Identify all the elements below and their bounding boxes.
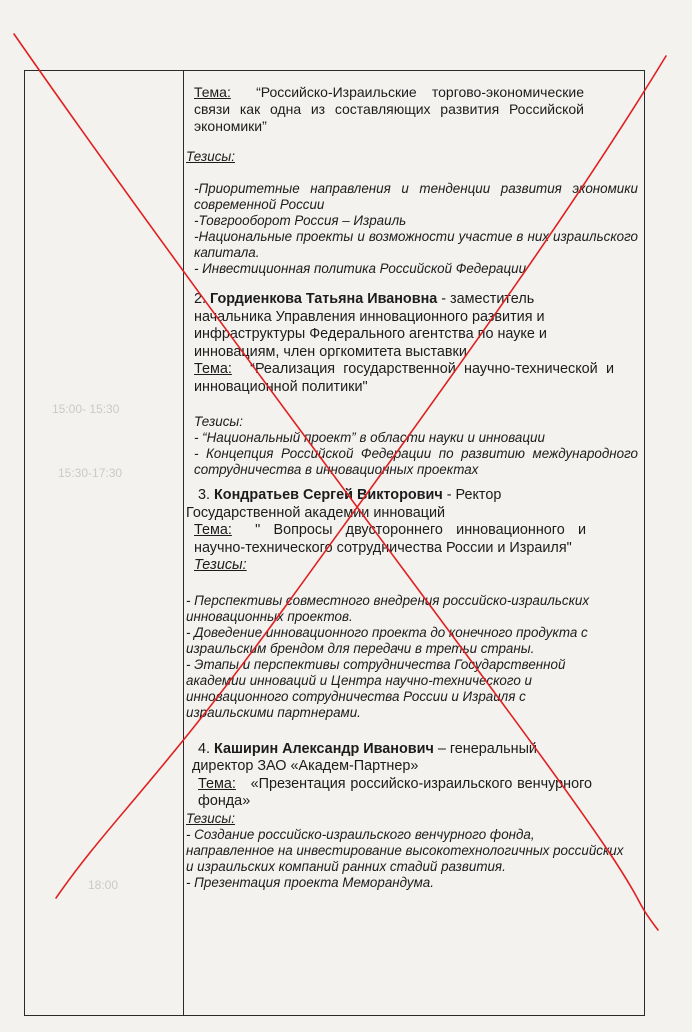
item-number: 4. xyxy=(198,740,211,757)
topic-text: “Российско-Израильские торгово-экономические связи как одна из составляющих развития Российской экономики” xyxy=(194,84,584,134)
cross-stroke-2 xyxy=(56,56,666,898)
speaker-role: - Ректор Государственной академии инноваций xyxy=(186,487,502,521)
theses-label: Тезисы: xyxy=(194,414,243,429)
topic-text: " Вопросы двустороннего инновационного и научно-технического сотрудничества России и Израиля" xyxy=(194,522,586,556)
thesis: - “Национальный проект” в области науки и инновации xyxy=(194,430,545,445)
show-through-time-1: 15:00- 15:30 xyxy=(52,402,120,416)
theses-label: Тезисы: xyxy=(186,810,235,826)
speaker-role: - заместитель начальника Управления инновационного развития и инфраструктуры Федерального агентства по науке и инновациям, член оргкомитета выставки xyxy=(194,291,547,360)
show-through-time-2: 15:30-17:30 xyxy=(58,466,123,480)
topic-label: Тема: xyxy=(194,361,232,377)
speaker-name: Кондратьев Сергей Викторович xyxy=(214,487,443,503)
topic-label: Тема: xyxy=(194,522,232,538)
thesis: - Инвестиционная политика Российской Федерации xyxy=(194,261,527,276)
speaker-role: – генеральный директор ЗАО «Академ-Партнер» xyxy=(192,740,537,774)
thesis: -Приоритетные направления и тенденции развития экономики современной России xyxy=(194,181,638,212)
topic-label: Тема: xyxy=(194,84,231,100)
thesis: - Презентация проекта Меморандума. xyxy=(186,874,434,890)
thesis: - Доведение инновационного проекта до конечного продукта с израильским брендом для передачи в третьи страны. xyxy=(186,624,588,656)
thesis: -Товгрооборот Россия – Израиль xyxy=(194,213,407,228)
topic-text: “Реализация государственной научно-технической и инновационной политики" xyxy=(194,361,615,395)
thesis: - Этапы и перспективы сотрудничества Государственной академии инноваций и Центра научно-технического и инновационного сотрудничества России и Израиля с израильскими партнерами. xyxy=(186,656,566,720)
cross-stroke-1 xyxy=(14,34,658,930)
thesis: - Создание российско-израильского венчурного фонда, направленное на инвестирование высокотехнологичных российских и израильских компаний ранних стадий развития. xyxy=(186,826,624,874)
thesis: - Перспективы совместного внедрения российско-израильских инновационных проектов. xyxy=(186,592,590,624)
item-1-theses-label: Тезисы: xyxy=(186,149,235,164)
theses-label: Тезисы: xyxy=(194,557,247,573)
show-through-time-3: 18:00 xyxy=(88,878,119,892)
thesis: -Национальные проекты и возможности участие в них израильского капитала. xyxy=(194,229,638,260)
speaker-name: Каширин Александр Иванович xyxy=(214,740,434,757)
item-number: 3. xyxy=(198,487,211,503)
item-number: 2. xyxy=(194,291,207,307)
thesis: - Концепция Российской Федерации по развитию международного сотрудничества в инновационных проектах xyxy=(194,446,638,477)
topic-label: Тема: xyxy=(198,775,236,792)
topic-text: «Презентация российско-израильского венчурного фонда» xyxy=(198,775,593,809)
speaker-name: Гордиенкова Татьяна Ивановна xyxy=(210,291,438,307)
